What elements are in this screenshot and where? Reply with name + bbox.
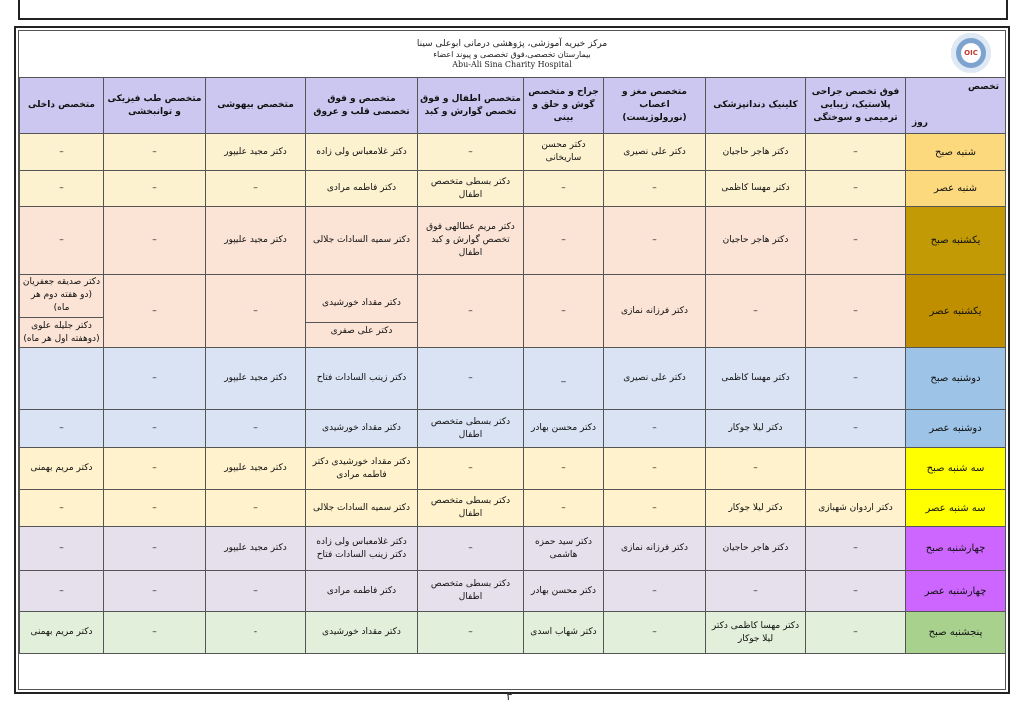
top-strip (18, 0, 1008, 20)
col-header: متخصص داخلی (20, 78, 104, 134)
col-header: متخصص اطفال و فوق تخصص گوارش و کبد (418, 78, 524, 134)
day-cell: یکشنبه صبح (906, 207, 1006, 275)
split-top: دکتر صدیقه جعفریان (دو هفته دوم هر ماه) (22, 277, 101, 313)
schedule-cell: – (604, 171, 706, 207)
schedule-cell: دکتر مجید علیپور (206, 348, 306, 410)
schedule-cell: دکتر مریم بهمنی (20, 612, 104, 654)
schedule-cell: دکتر مجید علیپور (206, 207, 306, 275)
schedule-cell: – (20, 527, 104, 571)
schedule-cell: دکتر مجید علیپور (206, 134, 306, 171)
schedule-cell: – (806, 348, 906, 410)
schedule-cell: – (806, 171, 906, 207)
schedule-cell: – (418, 275, 524, 348)
schedule-cell: – (20, 171, 104, 207)
schedule-cell: – (604, 448, 706, 490)
schedule-cell: _ (524, 348, 604, 410)
header-line-3: Abu-Ali Sina Charity Hospital (452, 60, 572, 69)
schedule-cell: – (206, 571, 306, 612)
schedule-cell: – (806, 410, 906, 448)
corner-day-label: روز (912, 118, 928, 128)
schedule-cell: – (206, 171, 306, 207)
schedule-cell: – (104, 171, 206, 207)
schedule-cell: – (206, 490, 306, 527)
schedule-cell: – (604, 490, 706, 527)
day-cell: دوشنبه عصر (906, 410, 1006, 448)
schedule-cell: دکتر محسن ساریخانی (524, 134, 604, 171)
col-header: متخصص و فوق تخصصی قلب و عروق (306, 78, 418, 134)
schedule-cell: – (524, 490, 604, 527)
schedule-cell: دکتر محسن بهادر (524, 410, 604, 448)
schedule-cell: – (20, 134, 104, 171)
schedule-cell: – (806, 571, 906, 612)
schedule-cell: – (418, 348, 524, 410)
schedule-cell: دکتر بسطی متخصص اطفال (418, 490, 524, 527)
schedule-cell: دکتر بسطی متخصص اطفال (418, 171, 524, 207)
schedule-cell: – (806, 134, 906, 171)
schedule-cell: – (418, 612, 524, 654)
day-cell: سه شنبه صبح (906, 448, 1006, 490)
col-header: کلینیک دندانپزشکی (706, 78, 806, 134)
split-bottom: دکتر علی صفری (306, 322, 417, 338)
schedule-cell: دکتر مجید علیپور (206, 527, 306, 571)
schedule-cell-split (20, 275, 104, 348)
corner-cell (906, 78, 1006, 134)
schedule-cell: – (20, 490, 104, 527)
schedule-cell: دکتر مریم بهمنی (20, 448, 104, 490)
schedule-cell: – (706, 448, 806, 490)
schedule-cell: – (418, 134, 524, 171)
table-row (20, 612, 1006, 654)
schedule-cell: – (524, 207, 604, 275)
schedule-cell: – (604, 612, 706, 654)
schedule-cell: – (604, 410, 706, 448)
schedule-cell: دکتر علی نصیری (604, 348, 706, 410)
schedule-cell: دکتر شهاب اسدی (524, 612, 604, 654)
hospital-logo (951, 33, 991, 73)
day-cell: یکشنبه عصر (906, 275, 1006, 348)
schedule-cell: دکتر مقداد خورشیدی دکتر فاطمه مرادی (306, 448, 418, 490)
header-line-1: مرکز خیریه آموزشی، پژوهشی درمانی ابوعلی سینا (416, 39, 608, 49)
schedule-cell (806, 448, 906, 490)
table-row (20, 448, 1006, 490)
schedule-cell: – (604, 571, 706, 612)
schedule-cell: – (206, 410, 306, 448)
table-row (20, 207, 1006, 275)
schedule-cell: – (806, 612, 906, 654)
schedule-cell: – (104, 490, 206, 527)
day-cell: سه شنبه عصر (906, 490, 1006, 527)
schedule-cell: – (706, 571, 806, 612)
schedule-cell: دکتر بسطی متخصص اطفال (418, 571, 524, 612)
schedule-cell: – (524, 448, 604, 490)
header-text (19, 39, 1005, 70)
col-header: جراح و متخصص گوش و حلق و بینی (524, 78, 604, 134)
schedule-cell: – (104, 275, 206, 348)
schedule-cell: – (104, 134, 206, 171)
schedule-cell: دکتر مهسا کاظمی (706, 171, 806, 207)
schedule-cell: – (104, 612, 206, 654)
schedule-cell: دکتر محسن بهادر (524, 571, 604, 612)
schedule-cell: – (806, 275, 906, 348)
day-cell: شنبه صبح (906, 134, 1006, 171)
schedule-cell: دکتر مقداد خورشیدی (306, 612, 418, 654)
schedule-cell (20, 348, 104, 410)
schedule-cell: – (524, 171, 604, 207)
day-cell: پنجشنبه صبح (906, 612, 1006, 654)
schedule-cell: – (104, 527, 206, 571)
schedule-cell: دکتر سمیه السادات جلالی (306, 490, 418, 527)
col-header: فوق تخصص جراحی پلاستیک، زیبایی ترمیمی و سوختگی (806, 78, 906, 134)
schedule-cell: دکتر سمیه السادات جلالی (306, 207, 418, 275)
split-top: دکتر مقداد خورشیدی (322, 297, 401, 308)
schedule-cell: – (706, 275, 806, 348)
schedule-cell: دکتر هاجر حاجیان (706, 527, 806, 571)
schedule-cell: دکتر غلامعباس ولی زاده (306, 134, 418, 171)
schedule-cell: دکتر علی نصیری (604, 134, 706, 171)
schedule-cell: دکتر مهسا کاظمی (706, 348, 806, 410)
schedule-cell-split (306, 275, 418, 348)
table-row (20, 410, 1006, 448)
schedule-cell: – (524, 275, 604, 348)
day-cell: چهارشنبه عصر (906, 571, 1006, 612)
schedule-cell: دکتر مریم عطالهی فوق تخصص گوارش و کبد اطفال (418, 207, 524, 275)
schedule-cell: – (104, 207, 206, 275)
schedule-cell: – (104, 348, 206, 410)
table-row (20, 171, 1006, 207)
day-cell: چهارشنبه صبح (906, 527, 1006, 571)
hospital-header (19, 31, 1005, 77)
table-row (20, 527, 1006, 571)
schedule-cell: دکتر هاجر حاجیان (706, 207, 806, 275)
schedule-cell: دکتر بسطی متخصص اطفال (418, 410, 524, 448)
schedule-cell: دکتر فاطمه مرادی (306, 571, 418, 612)
schedule-cell: دکتر غلامعباس ولی زاده دکتر زینب السادات فتاح (306, 527, 418, 571)
schedule-cell: دکتر فرزانه نمازی (604, 527, 706, 571)
table-row (20, 134, 1006, 171)
day-cell: شنبه عصر (906, 171, 1006, 207)
schedule-cell: - (206, 612, 306, 654)
schedule-cell: دکتر هاجر حاجیان (706, 134, 806, 171)
schedule-cell: – (806, 207, 906, 275)
schedule-cell: – (418, 527, 524, 571)
schedule-cell: – (206, 275, 306, 348)
table-row (20, 571, 1006, 612)
table-row (20, 348, 1006, 410)
schedule-table (19, 77, 1006, 654)
schedule-cell: دکتر مهسا کاظمی دکتر لیلا جوکار (706, 612, 806, 654)
table-header-row (20, 78, 1006, 134)
schedule-cell: دکتر فاطمه مرادی (306, 171, 418, 207)
split-bottom: دکتر جلیله علوی (دوهفته اول هر ماه) (20, 317, 103, 346)
table-row (20, 490, 1006, 527)
schedule-cell: – (104, 410, 206, 448)
schedule-cell: – (20, 207, 104, 275)
schedule-cell: دکتر لیلا جوکار (706, 490, 806, 527)
col-header: متخصص مغز و اعصاب (نورولوژیست) (604, 78, 706, 134)
corner-specialty-label: تخصص (967, 82, 999, 92)
schedule-cell: – (20, 410, 104, 448)
schedule-cell: دکتر اردوان شهبازی (806, 490, 906, 527)
schedule-cell: – (418, 448, 524, 490)
day-cell: دوشنبه صبح (906, 348, 1006, 410)
schedule-cell: – (806, 527, 906, 571)
schedule-cell: – (20, 571, 104, 612)
schedule-cell: دکتر سید حمزه هاشمی (524, 527, 604, 571)
schedule-cell: دکتر مقداد خورشیدی (306, 410, 418, 448)
page-number: ۳ (506, 689, 513, 703)
schedule-cell: دکتر مجید علیپور (206, 448, 306, 490)
col-header: متخصص طب فیزیکی و توانبخشی (104, 78, 206, 134)
schedule-cell: – (604, 207, 706, 275)
logo-text: OIC (964, 49, 978, 57)
table-row (20, 275, 1006, 348)
schedule-cell: – (104, 571, 206, 612)
col-header: متخصص بیهوشی (206, 78, 306, 134)
header-line-2: بیمارستان تخصصی،فوق تخصصی و پیوند اعضاء (433, 50, 591, 59)
schedule-cell: دکتر زینب السادات فتاح (306, 348, 418, 410)
schedule-cell: دکتر فرزانه نمازی (604, 275, 706, 348)
schedule-cell: – (104, 448, 206, 490)
schedule-cell: دکتر لیلا جوکار (706, 410, 806, 448)
